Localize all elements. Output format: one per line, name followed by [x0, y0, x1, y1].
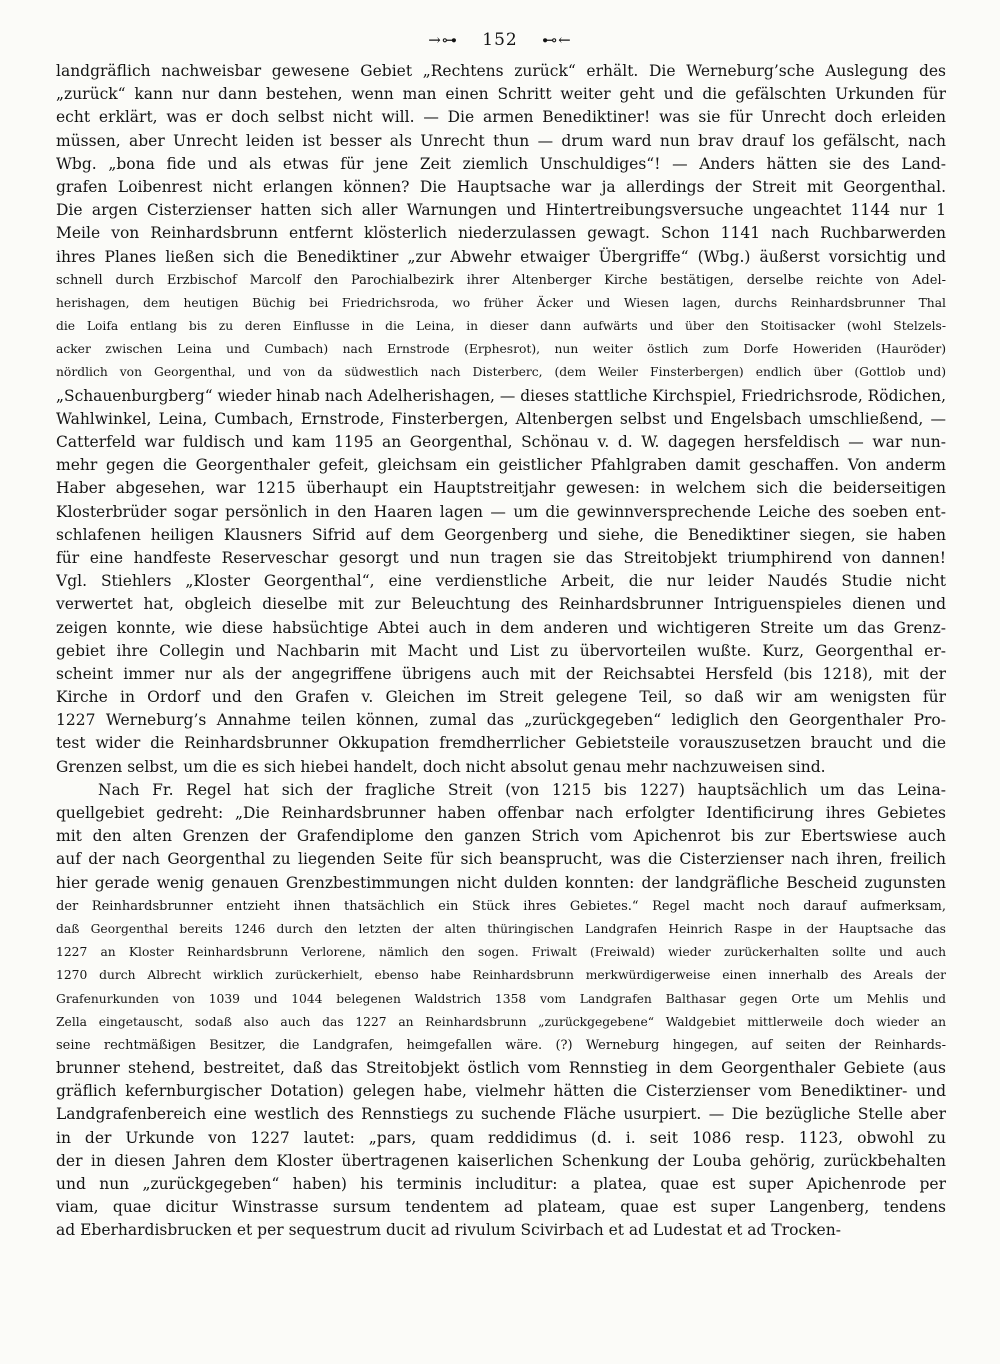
- text-line: echt erklärt, was er doch selbst nicht will. — Die armen Benediktiner! was sie für Unrecht doch erleiden: [56, 108, 946, 127]
- text-line: landgräflich nachweisbar gewesene Gebiet „Rechtens zurück“ erhält. Die Werneburg’sche Auslegung des: [56, 62, 946, 80]
- ornament-right-icon: ⊷←: [542, 31, 572, 49]
- text-line: Kirche in Ordorf und den Grafen v. Gleichen im Streit gelegene Teil, so daß wir am wenigsten für: [56, 688, 946, 707]
- text-line: viam, quae dicitur Winstrasse sursum tendentem ad plateam, quae est super Langenberg, tendens: [56, 1198, 946, 1217]
- text-line: für eine handfeste Reserveschar gesorgt und nun tragen sie das Streitobjekt triumphirend von dannen!: [56, 548, 946, 567]
- text-line: „zurück“ kann nur dann bestehen, wenn man einen Schritt weiter geht und die gefälschten Urkunden für: [56, 85, 946, 104]
- text-line: und nun „zurückgegeben“ haben) his terminis includitur: a platea, quae est super Apichenrode per: [56, 1175, 946, 1193]
- page-header: [0, 30, 1000, 50]
- text-line: 1227 Werneburg’s Annahme teilen können, zumal das „zurückgegeben“ lediglich den Georgenthaler Pro-: [56, 711, 946, 730]
- text-line: acker zwischen Leina und Cumbach) nach Ernstrode (Erphesrot), nun weiter östlich zum Dorfe Howeriden (Hauröder): [56, 342, 946, 357]
- text-line: quellgebiet gedreht: „Die Reinhardsbrunner haben offenbar nach erfolgter Identificirung ihres Gebietes: [56, 804, 946, 822]
- text-line: test wider die Reinhardsbrunner Okkupation fremdherrlicher Gebietsteile vorauszusetzen braucht und die: [56, 734, 946, 753]
- text-line: müssen, aber Unrecht leiden ist besser als Unrecht thun — drum ward nun brav drauf los gefälscht, nach: [56, 131, 946, 150]
- text-line: Klosterbrüder sogar persönlich in den Haaren lagen — um die gewinnversprechende Leiche des soeben ent-: [56, 502, 946, 521]
- text-line: Catterfeld war fuldisch und kam 1195 an Georgenthal, Schönau v. d. W. dagegen hersfeldisch — war nun-: [56, 433, 946, 451]
- text-line: daß Georgenthal bereits 1246 durch den letzten der alten thüringischen Landgrafen Heinrich Raspe in der Hauptsache das: [56, 921, 946, 936]
- text-line: Grafenurkunden von 1039 und 1044 belegenen Waldstrich 1358 vom Landgrafen Balthasar gegen Orte um Mehlis und: [56, 991, 946, 1006]
- text-line: Nach Fr. Regel hat sich der fragliche Streit (von 1215 bis 1227) hauptsächlich um das Leina-: [98, 780, 946, 799]
- text-line: zeigen konnte, wie diese habsüchtige Abtei auch in dem anderen und wichtigeren Streite um das Grenz-: [56, 618, 946, 637]
- text-line: mehr gegen die Georgenthaler gefeit, gleichsam ein geistlicher Pfahlgraben damit geschaffen. Von anderm: [56, 456, 946, 475]
- text-line: Wbg. „bona fide und als etwas für jene Zeit ziemlich Unschuldiges“! — Anders hätten sie des Land-: [56, 154, 946, 173]
- text-line: Meile von Reinhardsbrunn entfernt klösterlich niederzulassen gewagt. Schon 1141 nach Ruchbarwerden: [56, 224, 946, 243]
- text-line: Wahlwinkel, Leina, Cumbach, Ernstrode, Finsterbergen, Altenbergen selbst und Engelsbach umschließend, —: [56, 409, 946, 428]
- text-line: schlafenen heiligen Klausners Sifrid auf dem Georgenberg und siehe, die Benediktiner siegen, sie haben: [56, 525, 946, 544]
- ornament-left-icon: →⊶: [428, 31, 458, 49]
- text-line: Vgl. Stiehlers „Kloster Georgenthal“, eine verdienstliche Arbeit, die nur leider Naudés Studie nicht: [56, 572, 946, 591]
- text-line: hier gerade wenig genauen Grenzbestimmungen nicht dulden konnten: der landgräfliche Bescheid zugunsten: [56, 873, 946, 892]
- text-line: mit den alten Grenzen der Grafendiplome den ganzen Strich vom Apichenrot bis zur Ebertswiese auch: [56, 827, 946, 846]
- text-line: seine rechtmäßigen Besitzer, die Landgrafen, heimgefallen wäre. (?) Werneburg hingegen, auf seiten der Reinhards-: [56, 1037, 946, 1053]
- text-line: in der Urkunde von 1227 lautet: „pars, quam reddidimus (d. i. seit 1086 resp. 1123, obwohl zu: [56, 1128, 946, 1147]
- text-line: die Loifa entlang bis zu deren Einflusse in die Leina, in dieser dann aufwärts und über den Stoitisacker (wohl Stelzels-: [56, 319, 946, 334]
- page-number: 152: [482, 30, 518, 50]
- text-line: der in diesen Jahren dem Kloster übertragenen kaiserlichen Schenkung der Louba gehörig, zurückbehalten: [56, 1151, 946, 1170]
- text-line: auf der nach Georgenthal zu liegenden Seite für sich beansprucht, was die Cisterzienser nach ihren, freilich: [56, 850, 946, 869]
- text-line: Zella eingetauscht, sodaß also auch das 1227 an Reinhardsbrunn „zurückgegebene“ Waldgebiet mittlerweile doch wieder an: [56, 1014, 946, 1029]
- text-line: schnell durch Erzbischof Marcolf den Parochialbezirk ihrer Altenberger Kirche bestätigen, derselbe reichte von Adel-: [56, 272, 946, 288]
- text-line: grafen Loibenrest nicht erlangen können? Die Hauptsache war ja allerdings der Streit mit Georgenthal.: [56, 177, 946, 196]
- text-line: nördlich von Georgenthal, und von da südwestlich nach Disterberc, (dem Weiler Finsterbergen) endlich über (Gottlob und): [56, 365, 946, 380]
- text-line: ad Eberhardisbrucken et per sequestrum ducit ad rivulum Scivirbach et ad Ludestat et ad Trocken-: [56, 1221, 841, 1240]
- text-line: 1227 an Kloster Reinhardsbrunn Verlorene, nämlich den sogen. Friwalt (Freiwald) wieder zurückerhalten sollte und auch: [56, 945, 946, 960]
- text-line: Grenzen selbst, um die es sich hiebei handelt, doch nicht absolut genau mehr nachzuweisen sind.: [56, 757, 826, 776]
- text-line: Haber abgesehen, war 1215 überhaupt ein Hauptstreitjahr gewesen: in welchem sich die beiderseitigen: [56, 479, 946, 498]
- text-line: brunner stehend, bestreitet, daß das Streitobjekt östlich vom Rennstieg in dem Georgenthaler Gebiete (aus: [56, 1059, 946, 1078]
- text-line: gräflich kefernburgischer Dotation) gelegen habe, vielmehr hätten die Cisterzienser vom Benediktiner- und: [56, 1082, 946, 1101]
- text-line: ihres Planes ließen sich die Benediktiner „zur Abwehr etwaiger Übergriffe“ (Wbg.) äußerst vorsichtig und: [56, 247, 946, 266]
- text-line: verwertet hat, obgleich dieselbe mit zur Beleuchtung des Reinhardsbrunner Intriguenspieles dienen und: [56, 595, 946, 614]
- text-line: der Reinhardsbrunner entzieht ihnen thatsächlich ein Stück ihres Gebietes.“ Regel macht noch darauf aufmerksam,: [56, 898, 946, 914]
- text-line: herishagen, dem heutigen Büchig bei Friedrichsroda, wo früher Äcker und Wiesen lagen, durchs Reinhardsbrunner Thal: [56, 295, 946, 310]
- text-line: 1270 durch Albrecht wirklich zurückerhielt, ebenso habe Reinhardsbrunn merkwürdigerweise einen innerhalb des Areals der: [56, 968, 946, 983]
- body-text: [56, 60, 946, 1243]
- text-line: Landgrafenbereich eine westlich des Rennstiegs zu suchende Fläche usurpiert. — Die bezügliche Stelle aber: [56, 1105, 946, 1124]
- text-line: „Schauenburgberg“ wieder hinab nach Adelherishagen, — dieses stattliche Kirchspiel, Friedrichsrode, Rödichen,: [56, 386, 946, 405]
- text-line: scheint immer nur als der angegriffene übrigens auch mit der Reichsabtei Hersfeld (bis 1218), mit der: [56, 664, 946, 683]
- text-line: Die argen Cisterzienser hatten sich aller Warnungen und Hintertreibungsversuche ungeachtet 1144 nur 1: [56, 201, 946, 220]
- text-line: gebiet ihre Collegin und Nachbarin mit Macht und List zu übervorteilen wußte. Kurz, Georgenthal er-: [56, 641, 946, 660]
